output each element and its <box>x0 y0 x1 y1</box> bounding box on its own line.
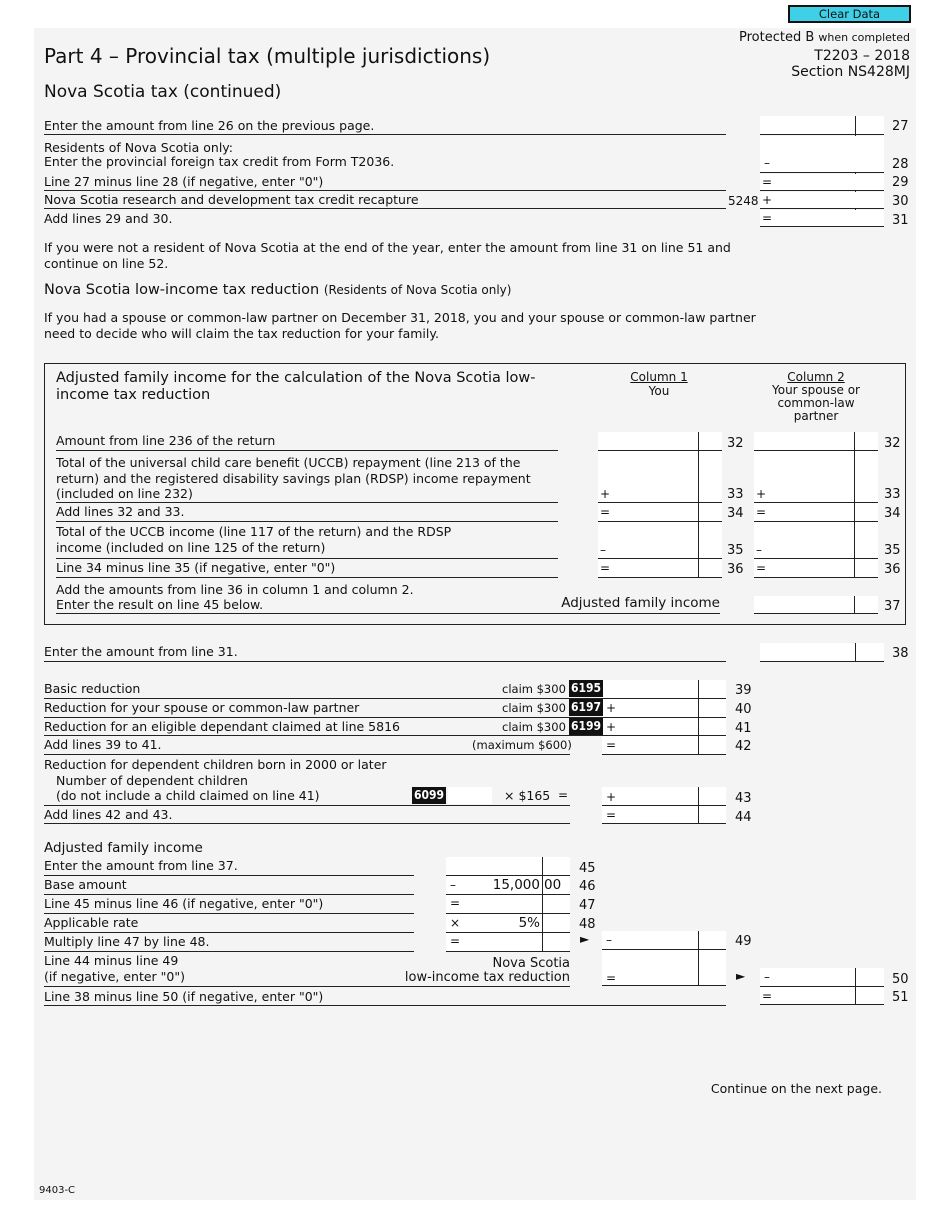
line-37-label-2: Enter the result on line 45 below. <box>56 597 264 612</box>
residents-only-label: Residents of Nova Scotia only: <box>44 140 233 155</box>
equals-sign: = <box>762 175 773 189</box>
form-page <box>34 28 916 1200</box>
minus-sign: – <box>756 543 762 557</box>
line-34-number-col2: 34 <box>884 506 901 521</box>
times-165-label: × $165 <box>504 788 551 803</box>
column-2-header: Column 2 <box>787 370 845 384</box>
section-subtitle: Nova Scotia tax (continued) <box>44 82 282 102</box>
number-of-children-input[interactable] <box>448 787 492 804</box>
line-31-input[interactable] <box>760 210 884 226</box>
plus-sign: + <box>606 790 617 804</box>
code-6199: 6199 <box>571 719 602 733</box>
line-35-label: Total of the UCCB income (line 117 of the return) and the RDSP income (included on line 125 of the return) <box>56 524 452 555</box>
column-2-subheader: Your spouse or common-law partner <box>772 383 860 423</box>
equals-sign: = <box>600 505 611 519</box>
line-37-number: 37 <box>884 599 901 614</box>
line-30-input[interactable] <box>760 192 884 208</box>
line-29-input[interactable] <box>760 174 884 190</box>
equals-sign: = <box>450 896 461 910</box>
line-48-number: 48 <box>579 917 596 932</box>
applicable-rate-value: 5% <box>518 915 540 931</box>
line-33-number-col1: 33 <box>727 487 744 502</box>
line-47-number: 47 <box>579 898 596 913</box>
line-31-number: 31 <box>892 213 909 228</box>
line-39-label: Basic reduction <box>44 681 141 696</box>
lines-45-48-inputs[interactable] <box>446 857 570 951</box>
continue-next-page: Continue on the next page. <box>710 1081 882 1096</box>
plus-sign: + <box>606 720 617 734</box>
equals-sign: = <box>762 989 773 1003</box>
line-49-label: Multiply line 47 by line 48. <box>44 934 210 949</box>
column-1-subheader: You <box>648 384 670 398</box>
line-51-label: Line 38 minus line 50 (if negative, enter "0") <box>44 989 324 1004</box>
claim-300-label: claim $300 <box>502 682 566 696</box>
line-45-number: 45 <box>579 861 596 876</box>
line-41-number: 41 <box>735 721 752 736</box>
line-27-label: Enter the amount from line 26 on the previous page. <box>44 118 375 133</box>
line-36-number-col1: 36 <box>727 562 744 577</box>
line-41-label: Reduction for an eligible dependant claimed at line 5816 <box>44 719 400 734</box>
minus-sign: – <box>450 878 456 892</box>
form-id: T2203 – 2018 <box>814 48 910 64</box>
line-34-label: Add lines 32 and 33. <box>56 504 185 519</box>
equals-sign: = <box>762 211 773 225</box>
equals-sign: = <box>450 934 461 948</box>
equals-sign: = <box>756 561 767 575</box>
line-38-input[interactable] <box>760 643 884 661</box>
line-32-number-col1: 32 <box>727 436 744 451</box>
base-amount-cents: 00 <box>544 877 562 893</box>
code-6197: 6197 <box>571 700 602 714</box>
low-income-heading: Nova Scotia low-income tax reduction (Residents of Nova Scotia only) <box>44 282 512 298</box>
line-32-label: Amount from line 236 of the return <box>56 433 276 448</box>
line-46-number: 46 <box>579 879 596 894</box>
equals-sign: = <box>600 561 611 575</box>
line-31-label: Add lines 29 and 30. <box>44 211 173 226</box>
line-35-number-col2: 35 <box>884 543 901 558</box>
multiply-sign: × <box>450 916 461 930</box>
equals-sign: = <box>606 971 617 985</box>
arrow-right-icon: ► <box>736 969 746 983</box>
code-6099: 6099 <box>414 788 445 802</box>
line-50-label-1: Line 44 minus line 49 <box>44 953 179 968</box>
line-32-number-col2: 32 <box>884 436 901 451</box>
adjusted-family-income-label: Adjusted family income <box>561 595 720 611</box>
afi-subheading: Adjusted family income <box>44 840 203 856</box>
line-28-number: 28 <box>892 157 909 172</box>
line-30-code: 5248 <box>728 194 759 208</box>
line-34-number-col1: 34 <box>727 506 744 521</box>
line-44-label: Add lines 42 and 43. <box>44 807 173 822</box>
column-1-inputs[interactable] <box>598 432 722 578</box>
line-42-label: Add lines 39 to 41. <box>44 737 162 752</box>
line-29-number: 29 <box>892 175 909 190</box>
clear-data-button[interactable]: Clear Data <box>788 5 911 23</box>
line-40-number: 40 <box>735 702 752 717</box>
line-43-label: Reduction for dependent children born in 2000 or later <box>44 757 387 772</box>
line-37-label-1: Add the amounts from line 36 in column 1 and column 2. <box>56 582 414 597</box>
plus-sign: + <box>762 193 773 207</box>
line-29-label: Line 27 minus line 28 (if negative, enter "0") <box>44 174 324 189</box>
minus-sign: – <box>600 543 606 557</box>
line-35-number-col1: 35 <box>727 543 744 558</box>
part-title: Part 4 – Provincial tax (multiple jurisdictions) <box>44 44 491 68</box>
code-6195: 6195 <box>571 681 602 695</box>
plus-sign: + <box>756 487 767 501</box>
line-38-label: Enter the amount from line 31. <box>44 644 238 659</box>
line-49-number: 49 <box>735 934 752 949</box>
column-2-inputs[interactable] <box>754 432 878 578</box>
claim-300-label: claim $300 <box>502 701 566 715</box>
section-id: Section NS428MJ <box>791 64 910 80</box>
column-1-header: Column 1 <box>630 370 688 384</box>
protected-b-label: Protected B when completed <box>739 30 910 45</box>
line-45-label: Enter the amount from line 37. <box>44 858 238 873</box>
line-48-label: Applicable rate <box>44 915 139 930</box>
minus-sign: – <box>764 970 770 984</box>
line-39-number: 39 <box>735 683 752 698</box>
minus-sign: – <box>606 933 612 947</box>
line-51-number: 51 <box>892 990 909 1005</box>
arrow-right-icon: ► <box>580 932 590 946</box>
equals-sign: = <box>756 505 767 519</box>
low-income-reduction-label-1: Nova Scotia <box>492 956 570 971</box>
line-30-number: 30 <box>892 194 909 209</box>
afi-box-title: Adjusted family income for the calculation of the Nova Scotia low-income tax reduction <box>56 370 536 403</box>
line-38-number: 38 <box>892 646 909 661</box>
form-code: 9403-C <box>39 1185 76 1196</box>
line-44-number: 44 <box>735 810 752 825</box>
equals-sign: = <box>606 738 617 752</box>
plus-sign: + <box>600 487 611 501</box>
line-50-label-2: (if negative, enter "0") <box>44 969 185 984</box>
line-27-number: 27 <box>892 119 909 134</box>
line-43-number: 43 <box>735 791 752 806</box>
line-36-label: Line 34 minus line 35 (if negative, enter "0") <box>56 560 336 575</box>
dependent-children-label: Number of dependent children <box>56 773 248 788</box>
line-30-label: Nova Scotia research and development tax credit recapture <box>44 192 419 207</box>
line-46-label: Base amount <box>44 877 127 892</box>
line-42-number: 42 <box>735 739 752 754</box>
line-50-number: 50 <box>892 972 909 987</box>
equals-sign: = <box>606 808 617 822</box>
line-28-label: Enter the provincial foreign tax credit from Form T2036. <box>44 154 395 169</box>
line-36-number-col2: 36 <box>884 562 901 577</box>
equals-sign: = <box>558 788 569 802</box>
line-33-number-col2: 33 <box>884 487 901 502</box>
line-47-label: Line 45 minus line 46 (if negative, enter "0") <box>44 896 324 911</box>
line-27-input[interactable] <box>760 116 884 134</box>
plus-sign: + <box>606 701 617 715</box>
line-37-input[interactable] <box>754 596 878 613</box>
dependent-children-note: (do not include a child claimed on line 41) <box>56 788 320 803</box>
spouse-instruction: If you had a spouse or common-law partner on December 31, 2018, you and your spouse or common-law partner need to decide who will claim the tax reduction for your family. <box>44 310 756 341</box>
line-33-label: Total of the universal child care benefit (UCCB) repayment (line 213 of the return) and the registered disability savings plan (RDSP) income repayment (included on line 232) <box>56 455 531 501</box>
non-resident-instruction: If you were not a resident of Nova Scotia at the end of the year, enter the amount from line 31 on line 51 and continue on line 52. <box>44 240 731 271</box>
minus-sign: – <box>764 156 770 170</box>
base-amount-value: 15,000 <box>492 877 540 893</box>
line-28-input[interactable] <box>760 136 884 172</box>
lines-49-50-inputs[interactable] <box>602 931 726 985</box>
maximum-600-note: (maximum $600) <box>472 738 572 752</box>
claim-300-label: claim $300 <box>502 720 566 734</box>
low-income-reduction-label-2: low-income tax reduction <box>404 970 570 985</box>
line-40-label: Reduction for your spouse or common-law partner <box>44 700 360 715</box>
